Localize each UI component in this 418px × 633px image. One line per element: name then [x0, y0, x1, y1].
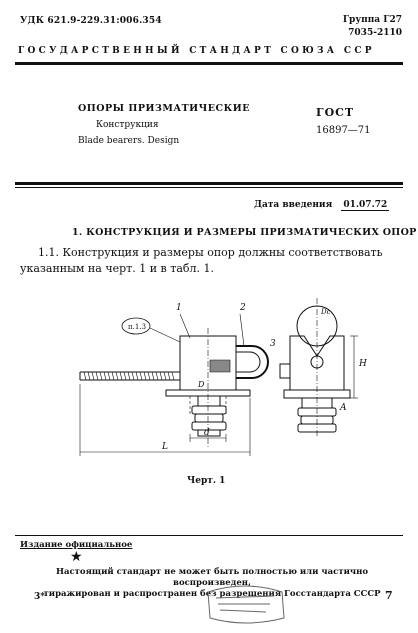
udk-code: УДК 621.9-229.31:006.354: [20, 16, 162, 26]
label-Dc: Dс: [321, 308, 331, 316]
technical-drawing: [40, 298, 380, 468]
label-L: L: [162, 442, 168, 452]
label-d: d: [204, 428, 210, 438]
title-rule-thin: [15, 187, 403, 188]
label-A: A: [340, 403, 347, 413]
figure-caption: Черт. 1: [187, 476, 226, 486]
notice-line-1: Настоящий стандарт не может быть полностью или частично воспроизведен,: [55, 567, 369, 588]
label-H: H: [359, 359, 367, 369]
okp-code: 7035-2110: [348, 28, 402, 38]
library-stamp: [200, 582, 290, 626]
gost-number: 16897—71: [316, 125, 371, 136]
footnote-mark: 3*: [34, 592, 45, 602]
doc-subtitle: Конструкция: [96, 120, 159, 130]
notice-line-2: тиражирован и распространен без разрешения Госстандарта СССР: [43, 589, 381, 599]
effective-date: [254, 200, 389, 210]
official-edition: Издание официальное: [20, 540, 133, 550]
date-value: 01.07.72: [343, 200, 388, 210]
threaded-rod: [80, 372, 180, 380]
label-3: 3: [270, 339, 276, 349]
gost-label: ГОСТ: [316, 106, 355, 119]
label-1: 1: [176, 303, 182, 313]
label-2: 2: [240, 303, 246, 313]
group-block: [343, 14, 402, 40]
doc-title-english: Blade bearers. Design: [78, 136, 180, 146]
gost-block: [316, 106, 371, 136]
standard-banner: ГОСУДАРСТВЕННЫЙ СТАНДАРТ СОЮЗА ССР: [18, 46, 375, 56]
page-number: 7: [385, 589, 393, 602]
header-rule: [15, 62, 403, 65]
title-block: [78, 101, 258, 149]
doc-title: ОПОРЫ ПРИЗМАТИЧЕСКИЕ: [78, 103, 250, 114]
footer-rule: [15, 535, 403, 536]
label-D: D: [198, 380, 205, 389]
u-clamp: [236, 346, 268, 378]
section-title: 1. КОНСТРУКЦИЯ И РАЗМЕРЫ ПРИЗМАТИЧЕСКИХ ОПОР: [72, 227, 417, 238]
section-paragraph: 1.1. Конструкция и размеры опор должны соответствовать указанным на черт. 1 и в табл. 1.: [20, 246, 383, 275]
callout-label: п.1.3: [128, 323, 147, 331]
date-label: Дата введения: [254, 200, 333, 210]
group-code: Группа Г27: [342, 15, 402, 25]
title-rule: [15, 182, 403, 185]
star-icon: ★: [70, 549, 83, 565]
side-view: [280, 298, 358, 438]
